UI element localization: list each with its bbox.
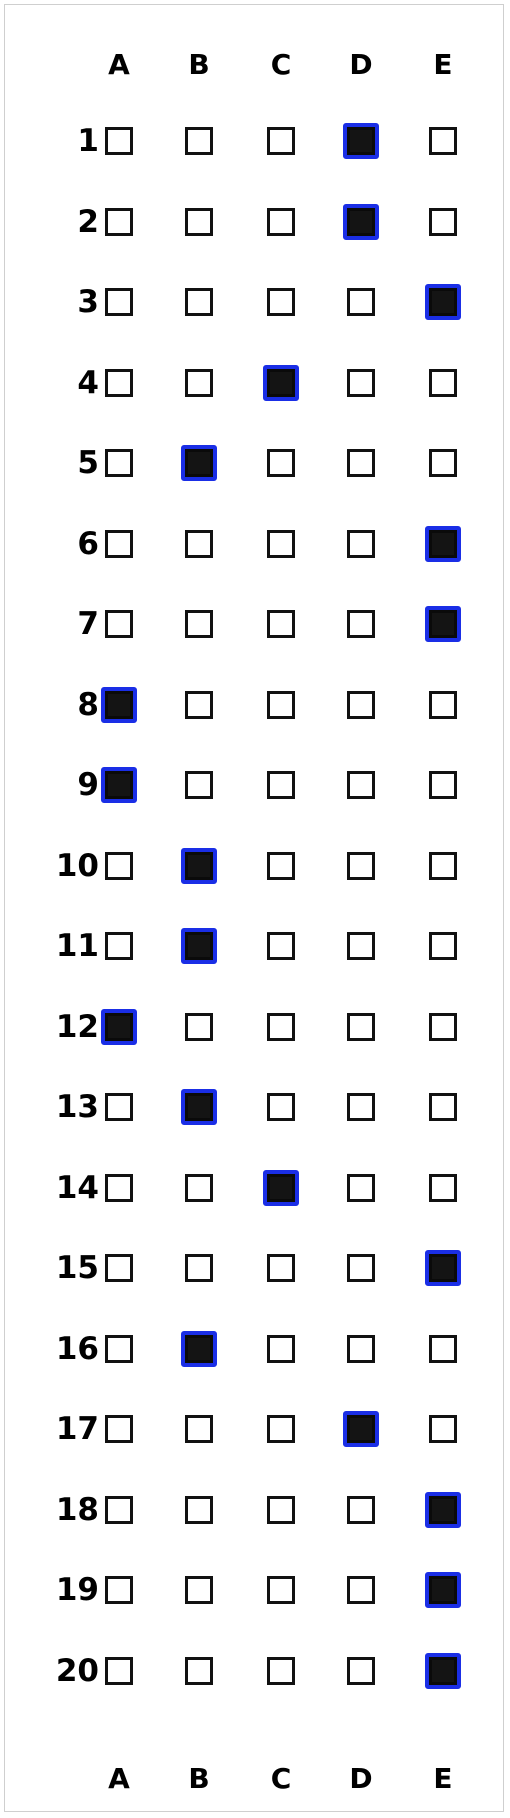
detected-mark-highlight (425, 1250, 461, 1286)
answer-box-q13-a[interactable] (105, 1093, 133, 1121)
question-number: 3 (77, 284, 99, 320)
answer-box-q3-b[interactable] (185, 288, 213, 316)
answer-box-q8-c[interactable] (267, 691, 295, 719)
answer-box-q2-c[interactable] (267, 208, 295, 236)
answer-box-q4-e[interactable] (429, 369, 457, 397)
answer-box-q8-e[interactable] (429, 691, 457, 719)
answer-box-q19-d[interactable] (347, 1576, 375, 1604)
answer-box-q18-c[interactable] (267, 1496, 295, 1524)
answer-box-q10-c[interactable] (267, 852, 295, 880)
detected-mark-highlight (425, 606, 461, 642)
question-number: 19 (55, 1572, 99, 1608)
detected-mark-highlight (425, 1492, 461, 1528)
question-number: 15 (55, 1250, 99, 1286)
answer-box-q1-a[interactable] (105, 127, 133, 155)
answer-box-q14-d[interactable] (347, 1174, 375, 1202)
answer-box-q4-a[interactable] (105, 369, 133, 397)
answer-box-q13-d[interactable] (347, 1093, 375, 1121)
detected-mark-highlight (101, 1009, 137, 1045)
answer-box-q20-b[interactable] (185, 1657, 213, 1685)
question-number: 17 (55, 1411, 99, 1447)
column-header-top-a: A (108, 48, 130, 81)
column-header-top-e: E (433, 48, 453, 81)
answer-box-q19-c[interactable] (267, 1576, 295, 1604)
answer-box-q3-a[interactable] (105, 288, 133, 316)
question-number: 16 (55, 1330, 99, 1367)
answer-box-q11-d[interactable] (347, 932, 375, 960)
column-header-bottom-c: C (270, 1762, 292, 1795)
answer-box-q16-a[interactable] (105, 1335, 133, 1363)
answer-box-q18-b[interactable] (185, 1496, 213, 1524)
answer-box-q1-b[interactable] (185, 127, 213, 155)
detected-mark-highlight (425, 1653, 461, 1689)
answer-box-q11-a[interactable] (105, 932, 133, 960)
answer-box-q5-a[interactable] (105, 449, 133, 477)
column-header-bottom-a: A (108, 1762, 130, 1795)
detected-mark-highlight (425, 1572, 461, 1608)
answer-box-q20-a[interactable] (105, 1657, 133, 1685)
answer-box-q3-d[interactable] (347, 288, 375, 316)
column-header-bottom-d: D (349, 1762, 373, 1795)
column-header-bottom-b: B (188, 1762, 210, 1795)
answer-box-q6-d[interactable] (347, 530, 375, 558)
detected-mark-highlight (263, 1170, 299, 1206)
answer-box-q1-c[interactable] (267, 127, 295, 155)
detected-mark-highlight (101, 687, 137, 723)
detected-mark-highlight (343, 123, 379, 159)
answer-box-q7-b[interactable] (185, 610, 213, 638)
answer-box-q5-d[interactable] (347, 449, 375, 477)
answer-box-q2-a[interactable] (105, 208, 133, 236)
detected-mark-highlight (425, 284, 461, 320)
answer-box-q1-e[interactable] (429, 127, 457, 155)
question-number: 6 (77, 525, 99, 562)
answer-box-q16-c[interactable] (267, 1335, 295, 1363)
question-number: 7 (77, 606, 99, 642)
answer-box-q7-c[interactable] (267, 610, 295, 638)
answer-box-q7-d[interactable] (347, 610, 375, 638)
question-number: 8 (77, 686, 99, 723)
answer-box-q4-d[interactable] (347, 369, 375, 397)
answer-box-q20-d[interactable] (347, 1657, 375, 1685)
answer-box-q2-e[interactable] (429, 208, 457, 236)
answer-box-q17-a[interactable] (105, 1415, 133, 1443)
column-header-top-b: B (188, 48, 210, 81)
question-number: 4 (77, 364, 99, 401)
answer-box-q20-c[interactable] (267, 1657, 295, 1685)
answer-box-q15-c[interactable] (267, 1254, 295, 1282)
detected-mark-highlight (181, 1331, 217, 1367)
detected-mark-highlight (181, 928, 217, 964)
answer-box-q12-c[interactable] (267, 1013, 295, 1041)
answer-box-q15-a[interactable] (105, 1254, 133, 1282)
detected-mark-highlight (181, 848, 217, 884)
answer-box-q9-e[interactable] (429, 771, 457, 799)
answer-box-q2-b[interactable] (185, 208, 213, 236)
detected-mark-highlight (263, 365, 299, 401)
answer-box-q12-e[interactable] (429, 1013, 457, 1041)
answer-box-q9-b[interactable] (185, 771, 213, 799)
answer-box-q8-b[interactable] (185, 691, 213, 719)
answer-box-q12-b[interactable] (185, 1013, 213, 1041)
detected-mark-highlight (181, 445, 217, 481)
answer-box-q14-a[interactable] (105, 1174, 133, 1202)
question-number: 12 (55, 1008, 99, 1045)
answer-box-q10-d[interactable] (347, 852, 375, 880)
answer-box-q10-e[interactable] (429, 852, 457, 880)
answer-box-q9-d[interactable] (347, 771, 375, 799)
column-header-top-c: C (270, 48, 292, 81)
answer-box-q15-d[interactable] (347, 1254, 375, 1282)
answer-box-q18-d[interactable] (347, 1496, 375, 1524)
answer-box-q6-c[interactable] (267, 530, 295, 558)
detected-mark-highlight (343, 204, 379, 240)
answer-box-q17-c[interactable] (267, 1415, 295, 1443)
answer-box-q6-a[interactable] (105, 530, 133, 558)
question-number: 2 (77, 203, 99, 240)
answer-box-q17-e[interactable] (429, 1415, 457, 1443)
answer-box-q5-e[interactable] (429, 449, 457, 477)
question-number: 14 (55, 1169, 99, 1206)
column-header-top-d: D (349, 48, 373, 81)
question-number: 1 (77, 123, 99, 159)
answer-box-q15-b[interactable] (185, 1254, 213, 1282)
detected-mark-highlight (101, 767, 137, 803)
answer-box-q11-e[interactable] (429, 932, 457, 960)
answer-box-q19-a[interactable] (105, 1576, 133, 1604)
detected-mark-highlight (425, 526, 461, 562)
answer-box-q16-e[interactable] (429, 1335, 457, 1363)
answer-box-q3-c[interactable] (267, 288, 295, 316)
column-header-bottom-e: E (433, 1762, 453, 1795)
answer-box-q13-e[interactable] (429, 1093, 457, 1121)
answer-box-q17-b[interactable] (185, 1415, 213, 1443)
question-number: 10 (55, 847, 99, 884)
question-number: 9 (77, 767, 99, 803)
answer-box-q4-b[interactable] (185, 369, 213, 397)
detected-mark-highlight (343, 1411, 379, 1447)
answer-box-q9-c[interactable] (267, 771, 295, 799)
question-number: 18 (55, 1491, 99, 1528)
answer-box-q13-c[interactable] (267, 1093, 295, 1121)
answer-box-q14-b[interactable] (185, 1174, 213, 1202)
answer-box-q12-d[interactable] (347, 1013, 375, 1041)
answer-box-q18-a[interactable] (105, 1496, 133, 1524)
answer-box-q16-d[interactable] (347, 1335, 375, 1363)
question-number: 20 (55, 1652, 99, 1689)
question-number: 5 (77, 445, 99, 481)
answer-sheet (4, 4, 504, 1812)
answer-box-q7-a[interactable] (105, 610, 133, 638)
answer-box-q14-e[interactable] (429, 1174, 457, 1202)
answer-box-q8-d[interactable] (347, 691, 375, 719)
answer-box-q19-b[interactable] (185, 1576, 213, 1604)
answer-box-q6-b[interactable] (185, 530, 213, 558)
question-number: 13 (55, 1089, 99, 1125)
detected-mark-highlight (181, 1089, 217, 1125)
answer-box-q10-a[interactable] (105, 852, 133, 880)
answer-box-q5-c[interactable] (267, 449, 295, 477)
answer-box-q11-c[interactable] (267, 932, 295, 960)
question-number: 11 (55, 928, 99, 964)
